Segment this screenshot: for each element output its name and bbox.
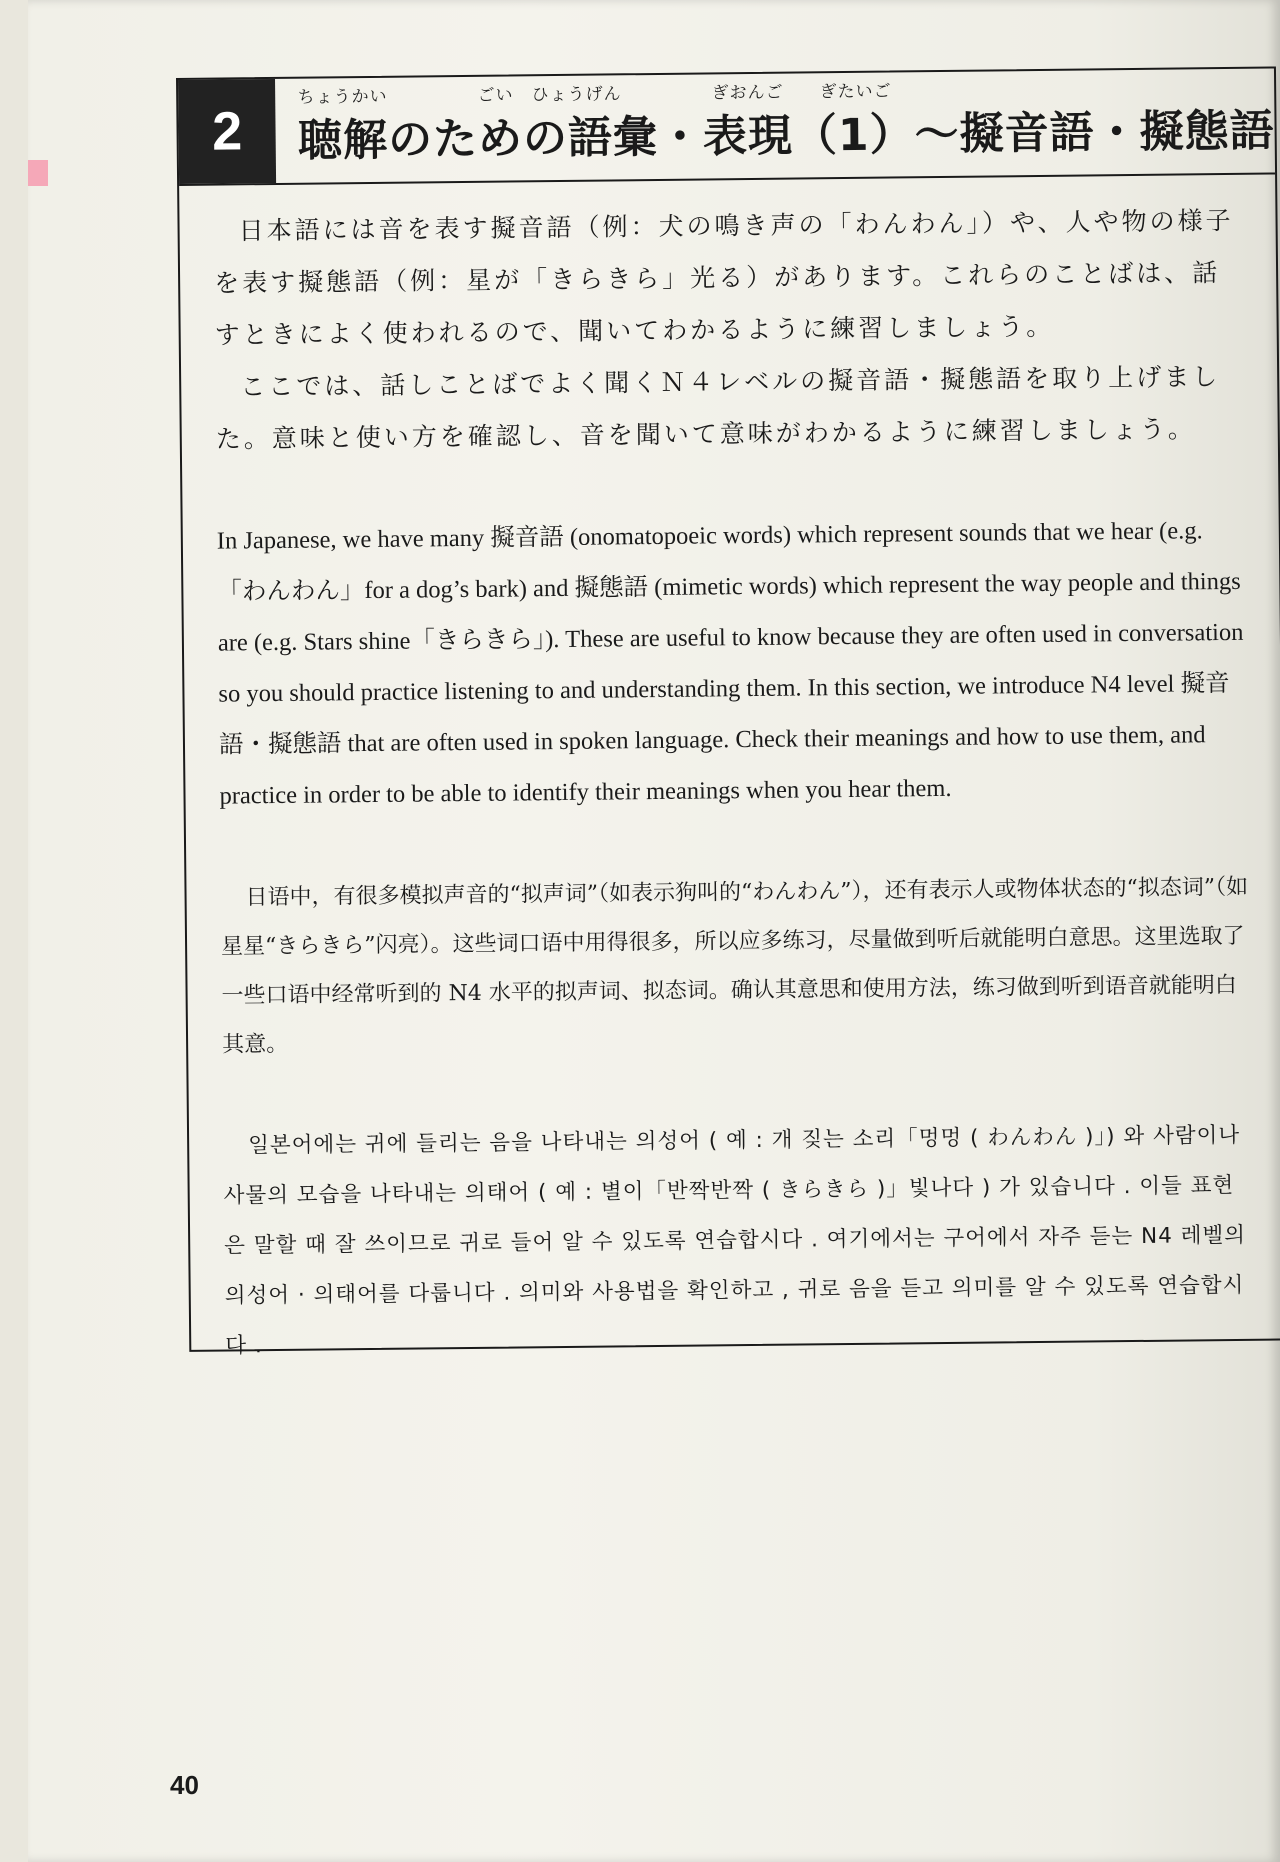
page-tab-marker xyxy=(28,160,48,186)
section-number: 2 xyxy=(178,79,276,184)
section-body xyxy=(179,174,1280,1371)
section-header xyxy=(178,69,1275,186)
japanese-explanation xyxy=(213,195,1248,466)
title-furigana: ちょうかい ごい ひょうげん ぎおんご ぎたいご xyxy=(297,81,892,108)
english-paragraph: In Japanese, we have many 擬音語 (onomatopoeic words) which represent sounds that we hear (e.g.「わんわん」for a dog’s bark) and 擬態語 (mimetic words) which represent the way people and things are (e.g. Stars shine「きらきら」). These are useful to know because they are often used in conversation so you should practice listening to and understanding them. In this section, we introduce N4 level 擬音語・擬態語 that are often used in spoken language. Check their meanings and how to use them, and practice in order to be able to identify their meanings when you hear them. xyxy=(216,517,1244,810)
page-number: 40 xyxy=(170,1770,199,1800)
japanese-paragraph-2: ここでは、話しことばでよく聞くＮ４レベルの擬音語・擬態語を取り上げました。意味と使い方を確認し、音を聞いて意味がわかるように練習しましょう。 xyxy=(215,362,1221,454)
book-page xyxy=(28,0,1280,1862)
english-explanation xyxy=(217,505,1252,822)
section-box xyxy=(176,66,1280,1359)
chinese-paragraph: 日语中，有很多模拟声音的“拟声词”（如表示狗叫的“わんわん”），还有表示人或物体状态的“拟态词”（如星星“きらきら”闪亮）。这些词口语中用得很多，所以应多练习，尽量做到听后就能明白意思。这里选取了一些口语中经常听到的 N4 水平的拟声词、拟态词。确认其意思和使用方法，练习做到听到语音就能明白其意。 xyxy=(220,874,1249,1058)
title-area xyxy=(275,69,1275,183)
korean-paragraph: 일본어에는 귀에 들리는 음을 나타내는 의성어 ( 예 : 개 짖는 소리「멍멍 ( わんわん )」) 와 사람이나 사물의 모습을 나타내는 의태어 ( 예 : 별이「반짝반짝 ( きらきら )」빛나다 ) 가 있습니다 . 이들 표현은 말할 때 잘 쓰이므로 귀로 들어 알 수 있도록 연습합시다 . 여기에서는 구어에서 자주 듣는 N4 레벨의 의성어 · 의태어를 다룹니다 . 의미와 사용법을 확인하고 , 귀로 음을 듣고 의미를 알 수 있도록 연습합시다 . xyxy=(223,1122,1247,1359)
korean-explanation xyxy=(223,1111,1258,1372)
japanese-paragraph-1: 日本語には音を表す擬音語（例：犬の鳴き声の「わんわん」）や、人や物の様子を表す擬態語（例：星が「きらきら」光る）があります。これらのことばは、話すときによく使われるので、聞いてわかるように練習しましょう。 xyxy=(213,205,1234,350)
chinese-explanation xyxy=(220,863,1254,1070)
section-title: 聴解のための語彙・表現（1）～擬音語・擬態語 xyxy=(297,105,1275,167)
